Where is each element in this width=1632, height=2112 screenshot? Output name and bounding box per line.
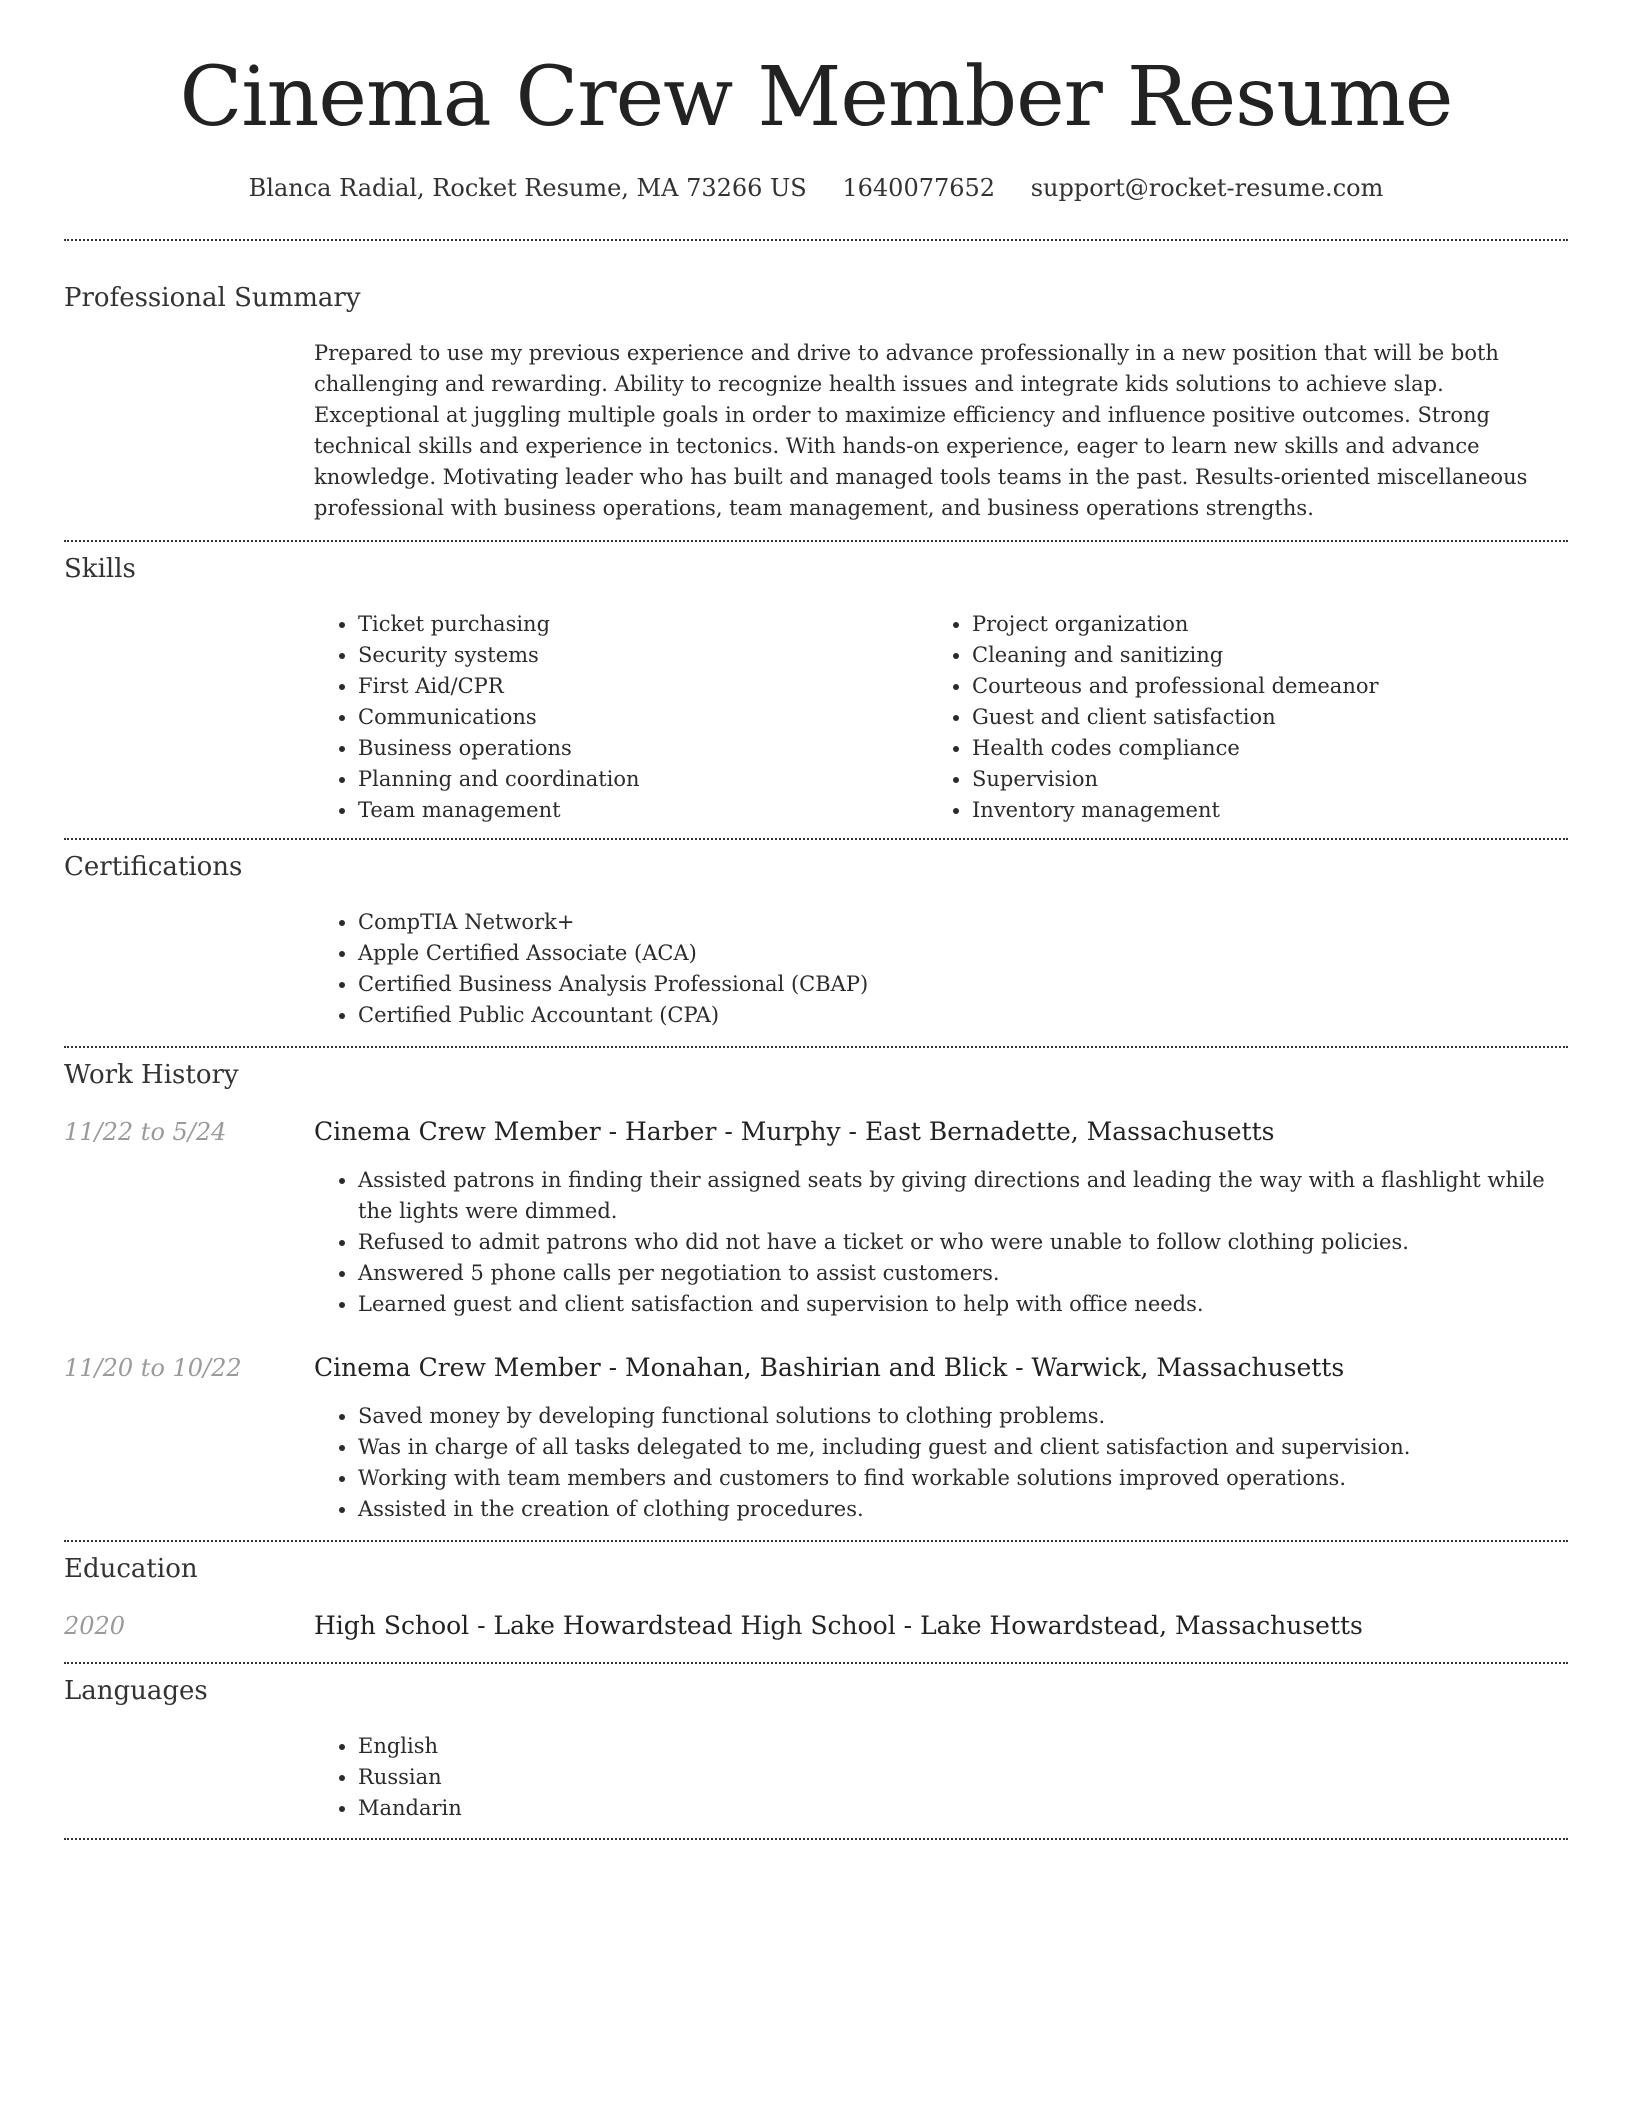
language-item: • English [358, 1731, 1568, 1762]
skill-item: • Courteous and professional demeanor [972, 671, 1528, 702]
job-bullets [314, 1165, 1568, 1320]
resume-title: Cinema Crew Member Resume [179, 50, 1453, 145]
skill-item: • Guest and client satisfaction [972, 702, 1528, 733]
skill-item: • Health codes compliance [972, 733, 1528, 764]
education-year: 2020 [64, 1612, 126, 1640]
certification-item: • Apple Certified Associate (ACA) [358, 938, 1568, 969]
skill-item: • Planning and coordination [358, 764, 914, 795]
skill-item: • Security systems [358, 640, 914, 671]
job-bullet: • Was in charge of all tasks delegated to me, including guest and client satisfaction and supervision. [358, 1432, 1568, 1463]
job-dates: 11/20 to 10/22 [64, 1354, 242, 1382]
skill-item: • Cleaning and sanitizing [972, 640, 1528, 671]
section-heading-certifications: Certifications [64, 852, 243, 882]
summary-text: Prepared to use my previous experience and drive to advance professionally in a new position that will be both challenging and rewarding. Ability to recognize health issues and integrate kids solutions to achieve slap. Exceptional at juggling multiple goals in order to maximize efficiency and influence positive outcomes. Strong technical skills and experience in tectonics. With hands-on experience, eager to learn new skills and advance knowledge. Motivating leader who has built and managed tools teams in the past. Results-oriented miscellaneous professional with business operations, team management, and business operations strengths. [314, 341, 1528, 520]
section-heading-work-history: Work History [64, 1060, 239, 1090]
job-bullets [314, 1401, 1568, 1525]
section-heading-summary: Professional Summary [64, 283, 361, 313]
certification-item: • Certified Business Analysis Professional (CBAP) [358, 969, 1568, 1000]
divider [64, 1540, 1568, 1542]
divider [64, 1046, 1568, 1048]
job-title: Cinema Crew Member - Monahan, Bashirian and Blick - Warwick, Massachusetts [314, 1353, 1345, 1382]
skill-item: • Project organization [972, 609, 1528, 640]
contact-email: support@rocket-resume.com [1030, 174, 1384, 202]
job-dates: 11/22 to 5/24 [64, 1118, 227, 1146]
section-heading-education: Education [64, 1554, 198, 1584]
skill-item: • Business operations [358, 733, 914, 764]
job-bullet: • Working with team members and customers to find workable solutions improved operations. [358, 1463, 1568, 1494]
certifications-list [314, 907, 1568, 1031]
skill-item: • Team management [358, 795, 914, 826]
job-bullet: • Assisted in the creation of clothing procedures. [358, 1494, 1568, 1525]
education-entry: High School - Lake Howardstead High School - Lake Howardstead, Massachusetts [314, 1611, 1363, 1640]
contact-line [0, 170, 1632, 206]
skills-list [314, 609, 1568, 829]
skills-column-right [928, 609, 1528, 826]
job-bullet: • Refused to admit patrons who did not have a ticket or who were unable to follow clothing policies. [358, 1227, 1568, 1258]
language-item: • Russian [358, 1762, 1568, 1793]
section-heading-languages: Languages [64, 1676, 208, 1706]
job-title: Cinema Crew Member - Harber - Murphy - East Bernadette, Massachusetts [314, 1117, 1275, 1146]
certification-item: • CompTIA Network+ [358, 907, 1568, 938]
job-bullet: • Learned guest and client satisfaction and supervision to help with office needs. [358, 1289, 1568, 1320]
job-bullet: • Saved money by developing functional solutions to clothing problems. [358, 1401, 1568, 1432]
job-bullet: • Answered 5 phone calls per negotiation to assist customers. [358, 1258, 1568, 1289]
contact-phone: 1640077652 [842, 174, 996, 202]
skill-item: • Inventory management [972, 795, 1528, 826]
language-item: • Mandarin [358, 1793, 1568, 1824]
languages-list [314, 1731, 1568, 1824]
divider [64, 838, 1568, 840]
divider [64, 239, 1568, 241]
skill-item: • Communications [358, 702, 914, 733]
skill-item: • First Aid/CPR [358, 671, 914, 702]
section-heading-skills: Skills [64, 554, 136, 584]
contact-address: Blanca Radial, Rocket Resume, MA 73266 US [248, 174, 807, 202]
divider [64, 540, 1568, 542]
certification-item: • Certified Public Accountant (CPA) [358, 1000, 1568, 1031]
skills-column-left [314, 609, 914, 826]
divider [64, 1838, 1568, 1840]
divider [64, 1662, 1568, 1664]
skill-item: • Ticket purchasing [358, 609, 914, 640]
job-bullet: • Assisted patrons in finding their assigned seats by giving directions and leading the way with a flashlight while the lights were dimmed. [358, 1165, 1568, 1227]
skill-item: • Supervision [972, 764, 1528, 795]
